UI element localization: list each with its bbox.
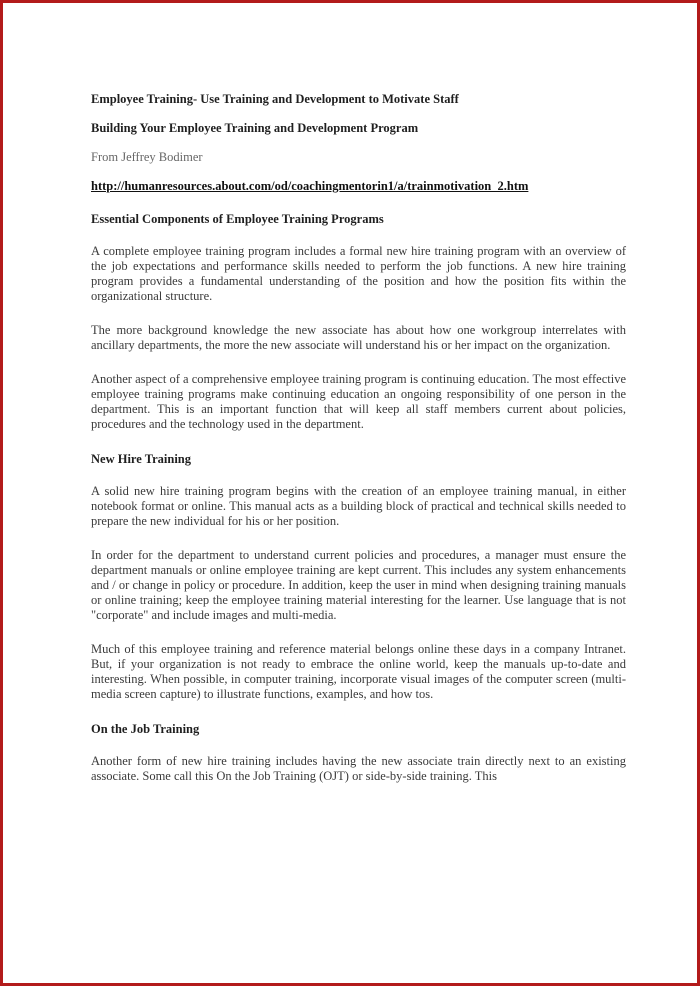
source-url-link[interactable]: http://humanresources.about.com/od/coachingmentorin1/a/trainmotivation_2.htm (91, 179, 529, 193)
section-heading-new-hire-training: New Hire Training (91, 452, 191, 466)
document-content (91, 91, 626, 784)
section2-paragraph-2: In order for the department to understand current policies and procedures, a manager must ensure the department manuals or online employee training are kept current. This includes any system enhancements and / or change in policy or procedure. In addition, keep the user in mind when designing training manuals or online training; keep the employee training material interesting for the learner. Use language that is not "corporate" and include images and multi-media. (91, 548, 626, 622)
section-heading-essential-components: Essential Components of Employee Training Programs (91, 212, 384, 226)
section1-paragraph-3: Another aspect of a comprehensive employee training program is continuing education. The most effective employee training programs make continuing education an ongoing responsibility of one person in the department. This is an important function that will keep all staff members current about policies, procedures and the technology used in the department. (91, 372, 626, 431)
document-page (13, 13, 693, 979)
section2-paragraph-1: A solid new hire training program begins with the creation of an employee training manual, in either notebook format or online. This manual acts as a building block of practical and technical skills needed to prepare the new individual for his or her position. (91, 484, 626, 528)
section1-paragraph-1: A complete employee training program includes a formal new hire training program with an overview of the job expectations and performance skills needed to perform the job functions. A new hire training program provides a fundamental understanding of the position and how the position fits within the organizational structure. (91, 244, 626, 303)
section-heading-on-the-job-training: On the Job Training (91, 722, 200, 736)
document-author: From Jeffrey Bodimer (91, 150, 203, 164)
document-subtitle: Building Your Employee Training and Development Program (91, 121, 419, 135)
section1-paragraph-2: The more background knowledge the new associate has about how one workgroup interrelates with ancillary departments, the more the new associate will understand his or her impact on the organization. (91, 323, 626, 352)
section2-paragraph-3: Much of this employee training and reference material belongs online these days in a company Intranet. But, if your organization is not ready to embrace the online world, keep the manuals up-to-date and interesting. When possible, in computer training, incorporate visual images of the computer screen (multi-media screen capture) to illustrate functions, examples, and how tos. (91, 642, 626, 701)
document-title: Employee Training- Use Training and Development to Motivate Staff (91, 92, 459, 106)
section3-paragraph-1: Another form of new hire training includes having the new associate train directly next to an existing associate. Some call this On the Job Training (OJT) or side-by-side training. This (91, 754, 626, 783)
